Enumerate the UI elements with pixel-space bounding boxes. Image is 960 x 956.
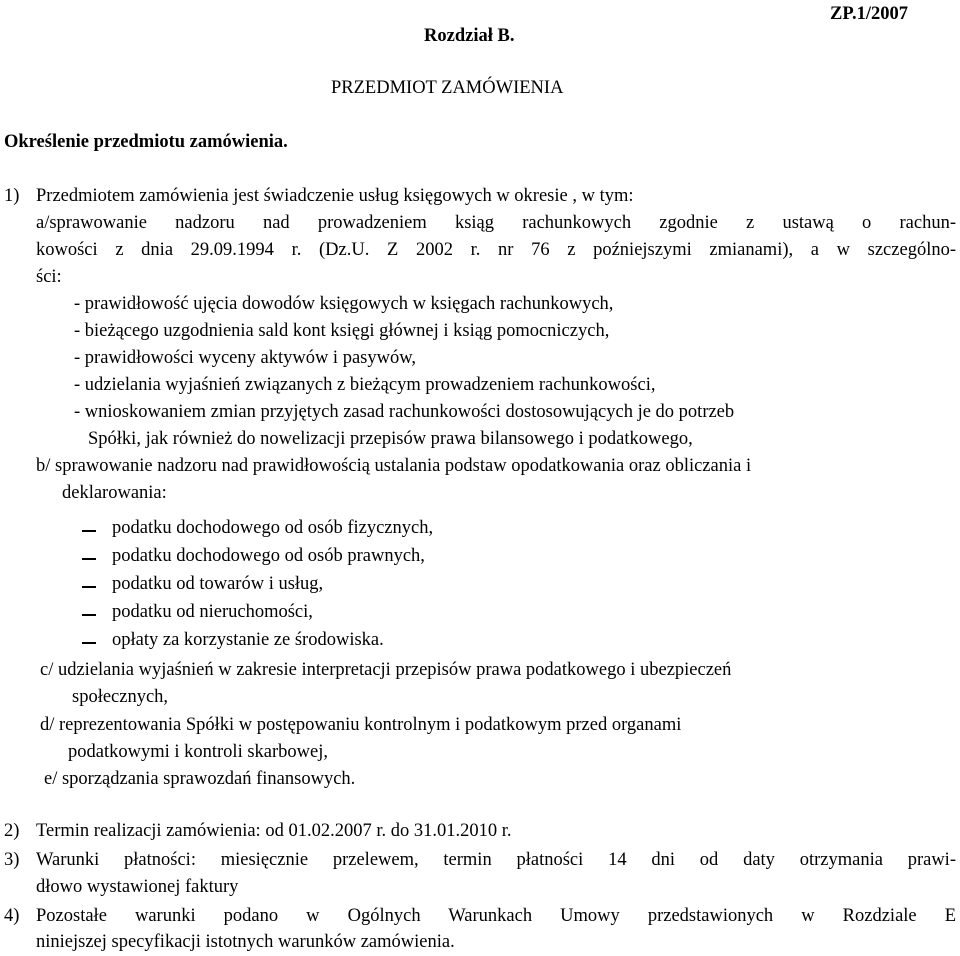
item-1-line: kowości z dnia 29.09.1994 r. (Dz.U. Z 2002 r. nr 76 z poźniejszymi zmianami), a w szczególno- — [36, 240, 956, 260]
list-item: - wnioskowaniem zmian przyjętych zasad rachunkowości dostosowujących je do potrzeb — [74, 402, 735, 422]
item-3-number: 3) — [4, 850, 20, 870]
item-1-e-line: e/ sporządzania sprawozdań finansowych. — [44, 769, 356, 789]
list-item: - bieżącego uzgodnienia sald kont księgi głównej i ksiąg pomocniczych, — [74, 321, 610, 341]
item-3-line: dłowo wystawionej faktury — [36, 877, 239, 897]
item-4-number: 4) — [4, 906, 20, 926]
item-4-line: niniejszej specyfikacji istotnych warunków zamówienia. — [36, 932, 455, 952]
section-heading: Określenie przedmiotu zamówienia. — [4, 132, 288, 152]
item-3-line: Warunki płatności: miesięcznie przelewem, termin płatności 14 dni od daty otrzymania prawi- — [36, 850, 956, 870]
list-item: podatku dochodowego od osób prawnych, — [112, 546, 425, 566]
list-item: - udzielania wyjaśnień związanych z bieżącym prowadzeniem rachunkowości, — [74, 375, 656, 395]
item-2-text: Termin realizacji zamówienia: od 01.02.2007 r. do 31.01.2010 r. — [36, 821, 512, 841]
item-1-d-line: podatkowymi i kontroli skarbowej, — [68, 742, 328, 762]
item-1-number: 1) — [4, 186, 20, 206]
item-1-line: Przedmiotem zamówienia jest świadczenie usług księgowych w okresie , w tym: — [36, 186, 634, 206]
item-1-c-line: c/ udzielania wyjaśnień w zakresie interpretacji przepisów prawa podatkowego i ubezpieczeń — [40, 660, 732, 680]
list-item: - prawidłowość ujęcia dowodów księgowych w księgach rachunkowych, — [74, 294, 614, 314]
list-item: Spółki, jak również do nowelizacji przepisów prawa bilansowego i podatkowego, — [88, 429, 693, 449]
dash-bullet — [82, 558, 96, 560]
item-4-line: Pozostałe warunki podano w Ogólnych Warunkach Umowy przedstawionych w Rozdziale E — [36, 906, 956, 926]
item-2-number: 2) — [4, 821, 20, 841]
item-1-c-line: społecznych, — [72, 687, 169, 707]
list-item: - prawidłowości wyceny aktywów i pasywów, — [74, 348, 417, 368]
dash-bullet — [82, 586, 96, 588]
dash-bullet — [82, 642, 96, 644]
document-reference: ZP.1/2007 — [830, 4, 908, 24]
item-1-d-line: d/ reprezentowania Spółki w postępowaniu kontrolnym i podatkowym przed organami — [40, 715, 682, 735]
item-1-line: a/sprawowanie nadzoru nad prowadzeniem ksiąg rachunkowych zgodnie z ustawą o rachun- — [36, 213, 956, 233]
dash-bullet — [82, 530, 96, 532]
list-item: podatku dochodowego od osób fizycznych, — [112, 518, 434, 538]
item-1-b-line: deklarowania: — [62, 483, 167, 503]
chapter-title: Rozdział B. — [424, 26, 515, 46]
item-1-line: ści: — [36, 267, 62, 287]
list-item: podatku od towarów i usług, — [112, 574, 324, 594]
subject-title: PRZEDMIOT ZAMÓWIENIA — [331, 78, 564, 98]
dash-bullet — [82, 614, 96, 616]
list-item: podatku od nieruchomości, — [112, 602, 313, 622]
item-1-b-line: b/ sprawowanie nadzoru nad prawidłowością ustalania podstaw opodatkowania oraz obliczania i — [36, 456, 752, 476]
list-item: opłaty za korzystanie ze środowiska. — [112, 630, 384, 650]
